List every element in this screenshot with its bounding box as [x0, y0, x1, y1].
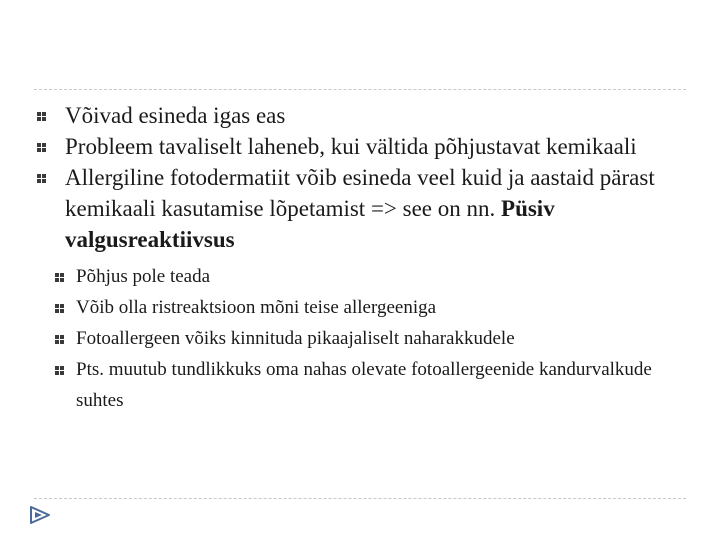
square-bullet-icon	[55, 273, 65, 282]
list-item	[34, 162, 686, 416]
square-bullet-icon	[37, 112, 47, 121]
bullet-text: Allergiline fotodermatiit võib esineda veel kuid ja aastaid pärast kemikaali kasutamise lõpetamist => see on nn.	[65, 165, 655, 221]
square-bullet-icon	[55, 335, 65, 344]
square-bullet-icon	[55, 366, 65, 375]
sub-list-item	[54, 323, 686, 354]
bullet-text: Võivad esineda igas eas	[65, 103, 286, 128]
sub-bullet-text: Põhjus pole teada	[76, 266, 211, 287]
list-item	[34, 100, 686, 131]
top-divider	[34, 89, 686, 90]
sub-list-item	[54, 261, 686, 292]
bottom-divider	[34, 498, 686, 499]
square-bullet-icon	[37, 143, 47, 152]
sub-list-item	[54, 292, 686, 323]
next-slide-arrow-icon[interactable]	[29, 506, 51, 524]
square-bullet-icon	[55, 304, 65, 313]
square-bullet-icon	[37, 174, 47, 183]
sub-bullet-text: Pts. muutub tundlikkuks oma nahas olevate fotoallergeenide kandurvalkude suhtes	[76, 359, 652, 411]
sub-bullet-list	[54, 261, 686, 416]
slide-content	[34, 100, 686, 416]
bullet-list	[34, 100, 686, 416]
sub-list-item	[54, 354, 686, 416]
emphasized-term: Püsiv valgusreaktiivsus	[65, 196, 555, 252]
list-item	[34, 131, 686, 162]
sub-bullet-text: Võib olla ristreaktsioon mõni teise allergeeniga	[76, 297, 437, 318]
sub-bullet-text: Fotoallergeen võiks kinnituda pikaajaliselt naharakkudele	[76, 328, 515, 349]
bullet-text: Probleem tavaliselt laheneb, kui vältida põhjustavat kemikaali	[65, 134, 637, 159]
